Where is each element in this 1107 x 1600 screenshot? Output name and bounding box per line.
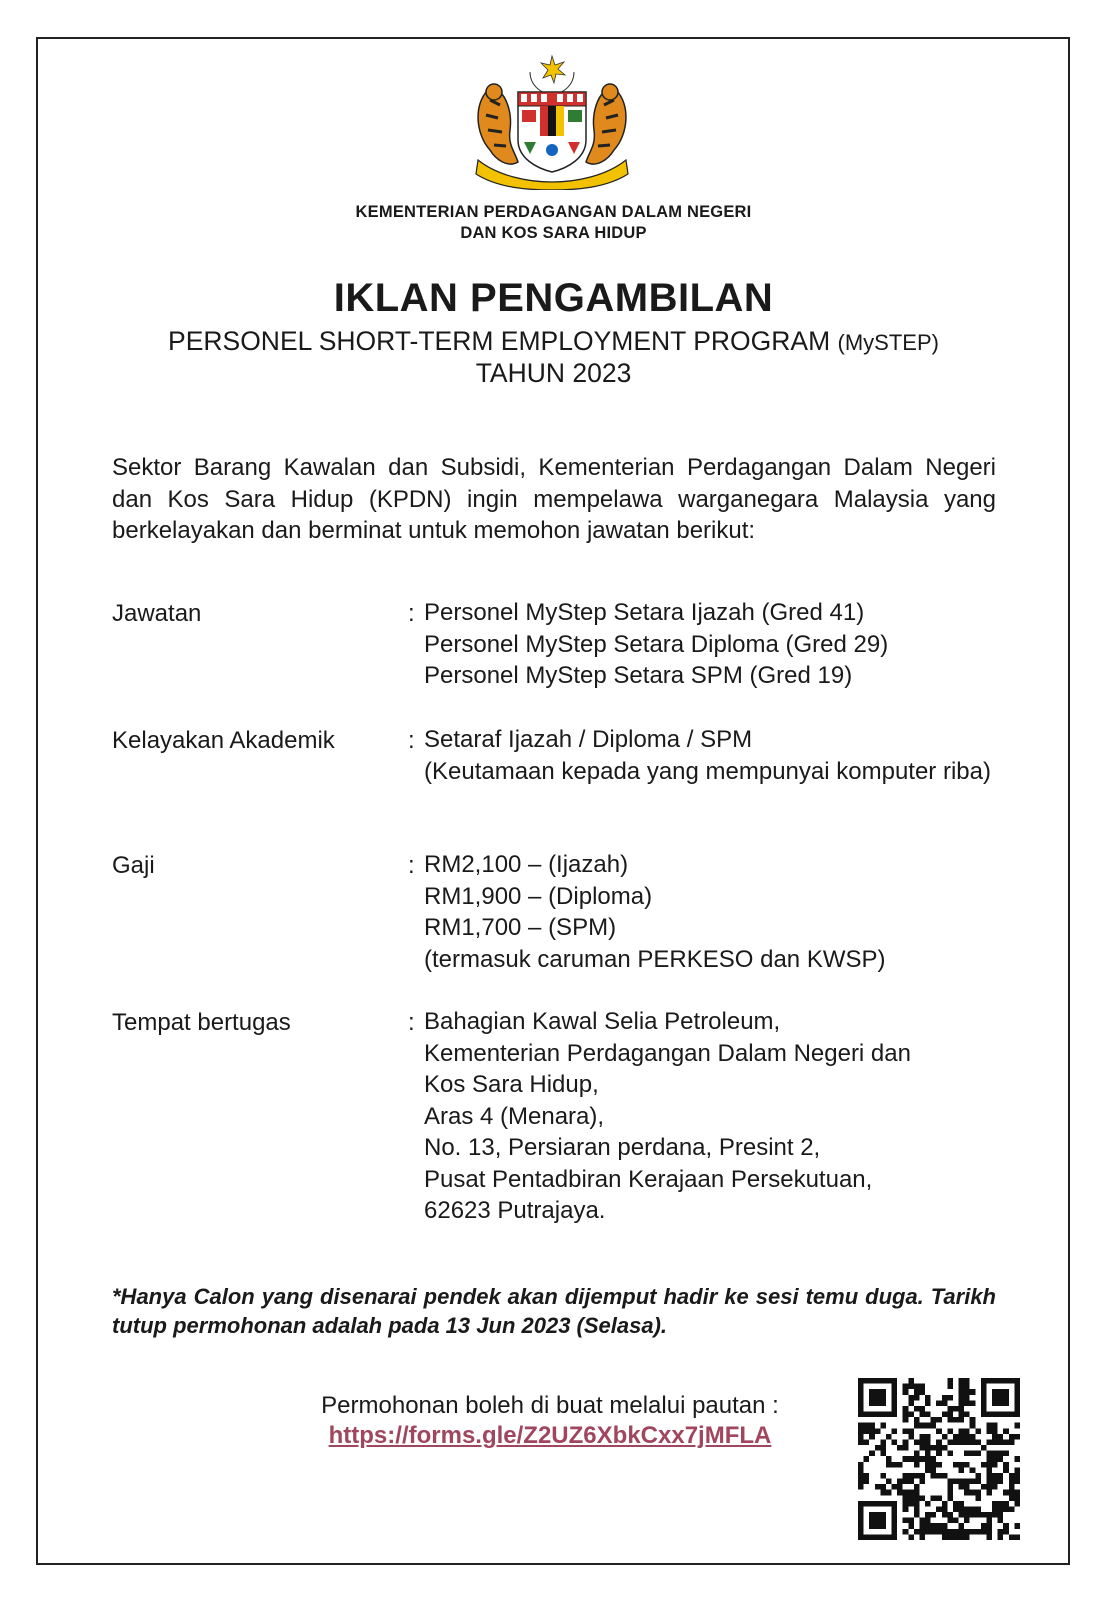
kelayakan-values	[424, 724, 996, 787]
kelayakan-item: Setaraf Ijazah / Diploma / SPM	[424, 726, 753, 753]
gaji-label: Gaji	[112, 852, 155, 879]
gaji-values	[424, 849, 1014, 975]
address-line: Pusat Pentadbiran Kerajaan Persekutuan,	[424, 1165, 873, 1193]
qr-code-icon[interactable]	[858, 1378, 1020, 1540]
kelayakan-colon: :	[408, 727, 415, 754]
gaji-item: RM2,100 – (Ijazah)	[424, 851, 629, 878]
ministry-name-line2: DAN KOS SARA HIDUP	[460, 224, 647, 242]
jawatan-colon: :	[408, 600, 415, 627]
jawatan-item: Personel MyStep Setara Diploma (Gred 29)	[424, 630, 889, 658]
jawatan-values	[424, 597, 1014, 692]
poster-year: TAHUN 2023	[475, 358, 632, 388]
tempat-colon: :	[408, 1009, 415, 1036]
address-line: No. 13, Persiaran perdana, Presint 2,	[424, 1134, 821, 1161]
address-line: Bahagian Kawal Selia Petroleum,	[424, 1008, 781, 1035]
jawatan-label: Jawatan	[112, 600, 202, 627]
address-line: 62623 Putrajaya.	[424, 1197, 606, 1224]
application-text: Permohonan boleh di buat melalui pautan :	[321, 1392, 779, 1419]
subtitle-acronym: (MySTEP)	[837, 330, 939, 355]
ministry-name-line1: KEMENTERIAN PERDAGANGAN DALAM NEGERI	[355, 203, 752, 221]
gaji-item: (termasuk caruman PERKESO dan KWSP)	[424, 945, 886, 973]
kelayakan-note: (Keutamaan kepada yang mempunyai komputer riba)	[424, 757, 991, 785]
address-line: Kos Sara Hidup,	[424, 1071, 599, 1098]
intro-paragraph: Sektor Barang Kawalan dan Subsidi, Kementerian Perdagangan Dalam Negeri dan Kos Sara Hidup (KPDN) ingin mempelawa warganegara Malaysia yang berkelayakan dan berminat untuk memohon jawatan berikut:	[112, 454, 996, 544]
poster-subtitle	[0, 326, 1107, 357]
address-line: Kementerian Perdagangan Dalam Negeri dan	[424, 1039, 911, 1067]
jawatan-item: Personel MyStep Setara SPM (Gred 19)	[424, 662, 853, 689]
tempat-label: Tempat bertugas	[112, 1009, 291, 1036]
kelayakan-label: Kelayakan Akademik	[112, 727, 335, 754]
gaji-colon: :	[408, 852, 415, 879]
gaji-item: RM1,900 – (Diploma)	[424, 882, 653, 910]
address-line: Aras 4 (Menara),	[424, 1102, 605, 1130]
coat-of-arms-icon	[468, 50, 636, 190]
poster-title: IKLAN PENGAMBILAN	[333, 276, 774, 320]
jawatan-item: Personel MyStep Setara Ijazah (Gred 41)	[424, 599, 865, 626]
shortlist-note: *Hanya Calon yang disenarai pendek akan dijemput hadir ke sesi temu duga. Tarikh tutup permohonan adalah pada 13 Jun 2023 (Selasa).	[112, 1284, 996, 1338]
gaji-item: RM1,700 – (SPM)	[424, 914, 617, 941]
application-link[interactable]: https://forms.gle/Z2UZ6XbkCxx7jMFLA	[328, 1422, 772, 1449]
tempat-values	[424, 1006, 1014, 1227]
subtitle-main: PERSONEL SHORT-TERM EMPLOYMENT PROGRAM	[168, 326, 838, 356]
